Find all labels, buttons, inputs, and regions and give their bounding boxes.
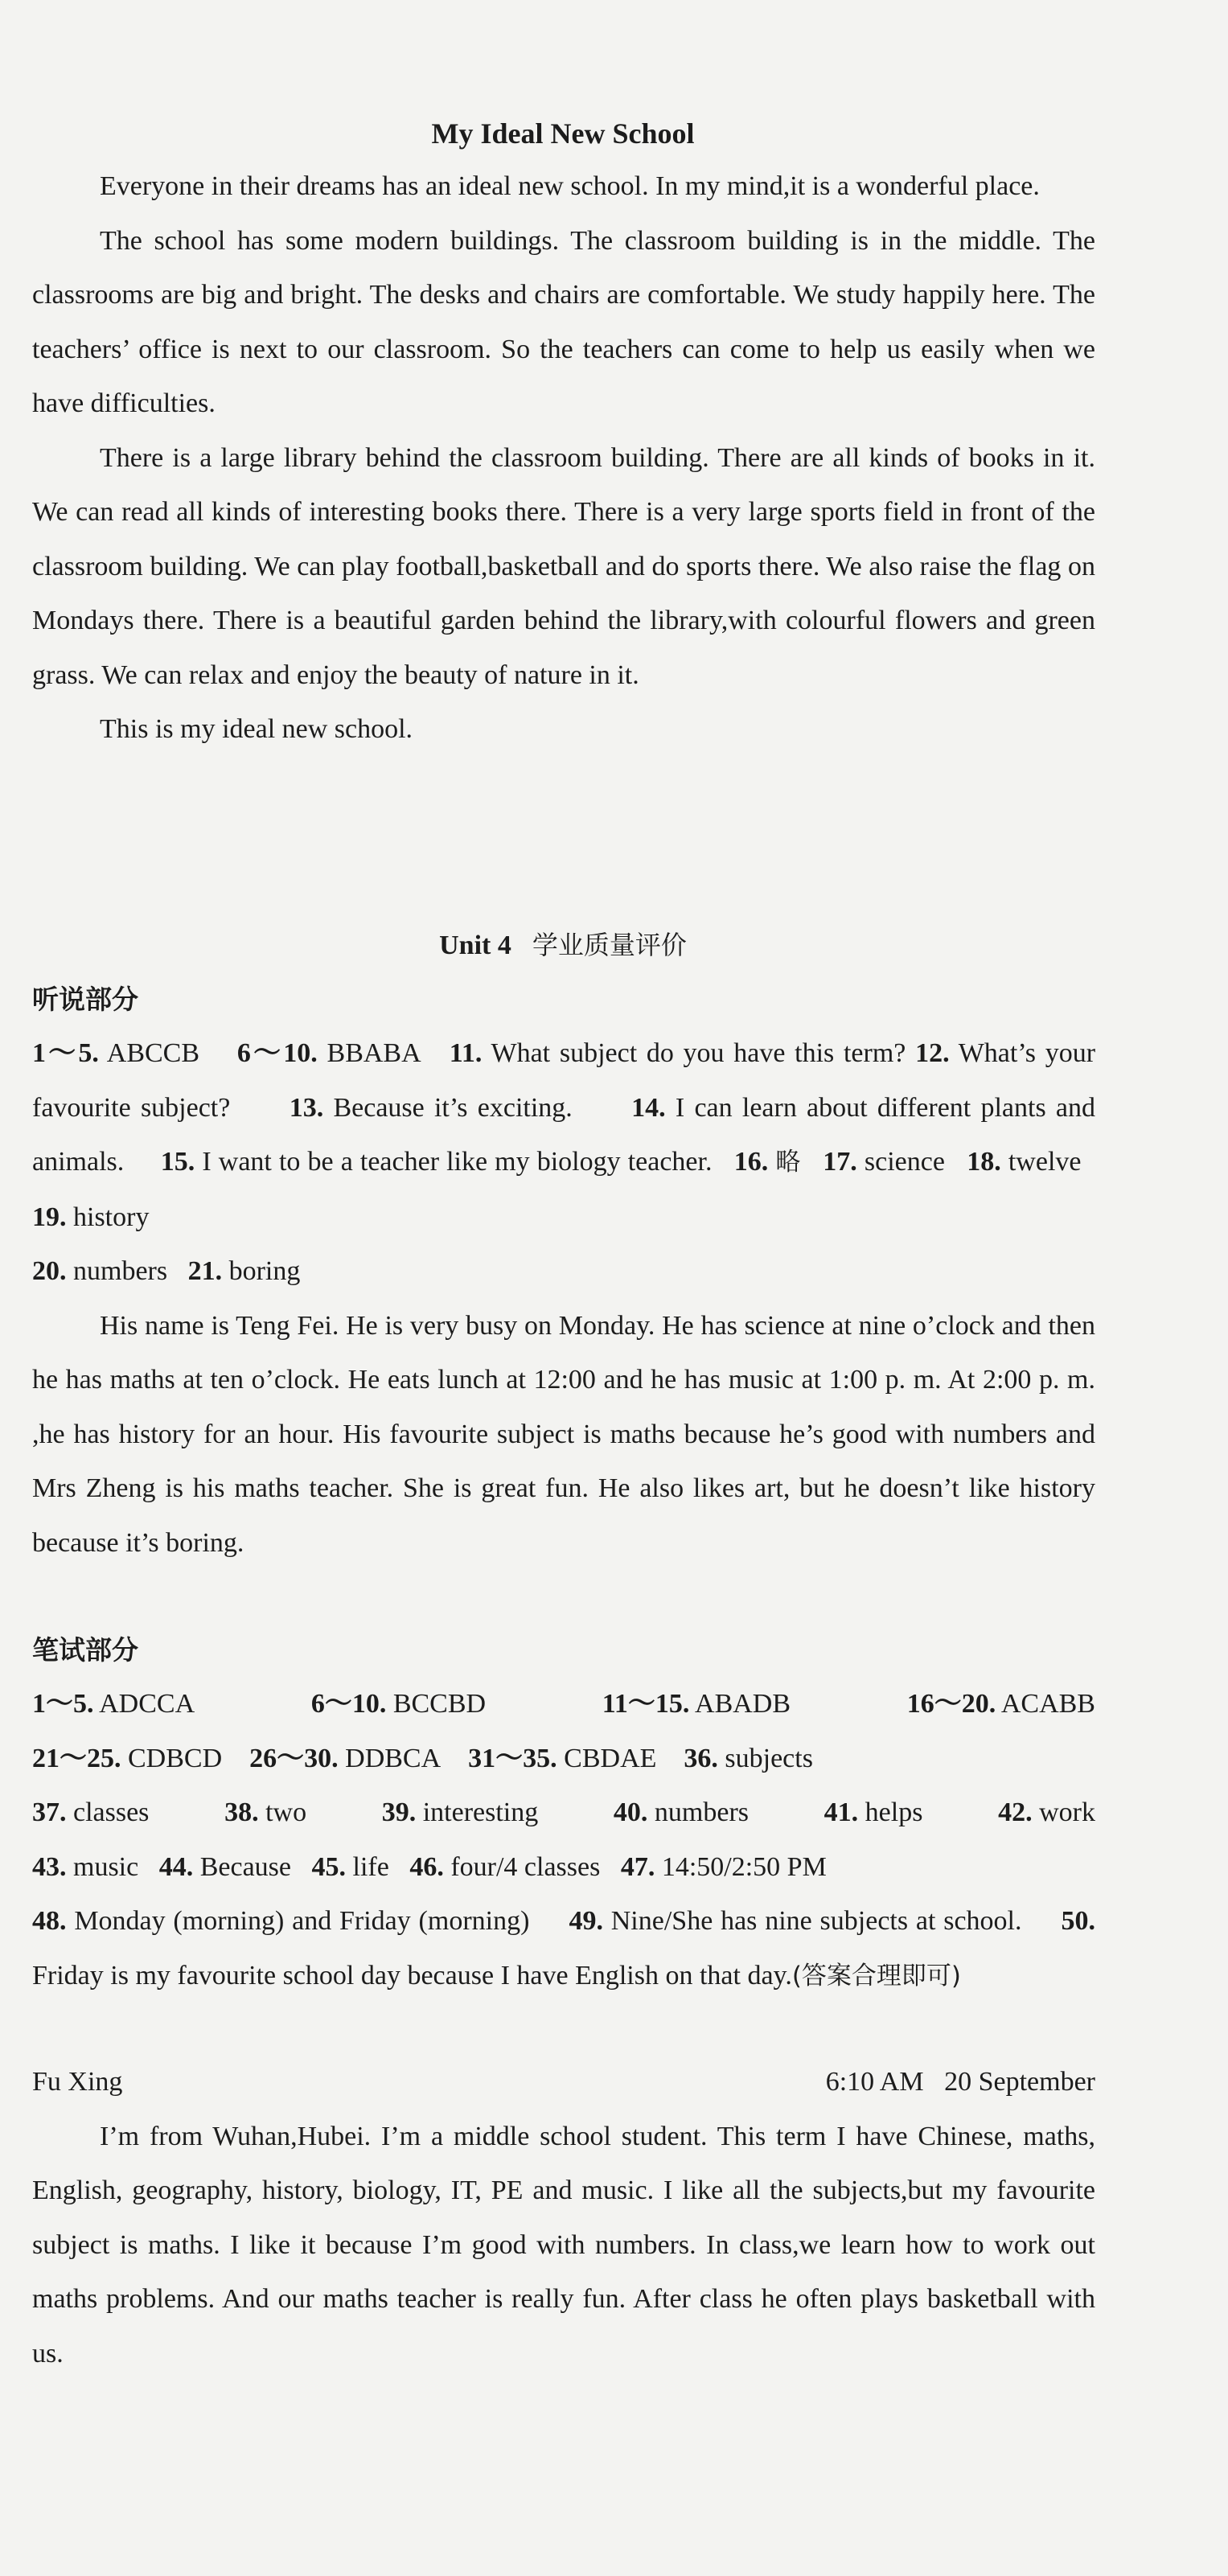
unit-label: Unit 4 — [439, 931, 511, 960]
answer-text: I can learn about different plants and animals. — [32, 1092, 1096, 1177]
answer-text: BCCBD — [392, 1689, 487, 1719]
answer-line — [32, 1840, 1095, 1895]
answer-number: 11～15. — [602, 1689, 690, 1719]
answer-number: 17. — [823, 1147, 857, 1177]
answer-text: Because it’s exciting. — [333, 1092, 573, 1123]
answer-line — [32, 1732, 1095, 1786]
writing-heading: 笔试部分 — [32, 1634, 138, 1666]
answer-number: 16. — [733, 1147, 769, 1177]
letter-name: Fu Xing — [32, 2067, 123, 2097]
answer-number: 21. — [187, 1256, 223, 1286]
answer-number: 15. — [160, 1147, 195, 1177]
answer-number: 19. — [32, 1202, 67, 1232]
answer-number: 26～30. — [249, 1743, 339, 1773]
answer-number: 16～20. — [906, 1689, 996, 1719]
answer-number: 42. — [998, 1797, 1033, 1827]
answer-text: Monday (morning) and Friday (morning) — [74, 1906, 530, 1936]
answer-line — [32, 1677, 1095, 1732]
letter-date: 20 September — [944, 2067, 1095, 2097]
answer-text: boring — [228, 1256, 301, 1286]
answer-text: Because — [199, 1851, 291, 1882]
answer-number: 39. — [381, 1797, 417, 1827]
listening-passage: His name is Teng Fei. He is very busy on Monday. He has science at nine o’clock and then he has maths at ten o’clock. He eats lunch at 12:00 and he has music at 1:00 p. m. At 2:00 p. m. ,he has history for an hour. His favourite subject is maths because he’s good with numbers and Mrs Zheng is his maths teacher. She is great fun. He also likes art, but he doesn’t like history because it’s boring. — [32, 1310, 1095, 1558]
essay-paragraph: The school has some modern buildings. The classroom building is in the middle. The classrooms are big and bright. The desks and chairs are comfortable. We study happily here. The teachers’ office is next to our classroom. So the teachers can come to help us easily when we have difficulties. — [32, 225, 1095, 418]
answer-number: 36. — [684, 1743, 718, 1773]
answer-number: 41. — [823, 1797, 859, 1827]
answer-text: numbers — [654, 1797, 750, 1827]
answer-number: 38. — [224, 1797, 259, 1827]
essay-paragraph: There is a large library behind the classroom building. There are all kinds of books in it. We can read all kinds of interesting books there. There is a very large sports field in front of the classroom building. We can play football,basketball and do sports there. We also raise the flag on Mondays there. There is a beautiful garden behind the library,with colourful flowers and green grass. We can relax and enjoy the beauty of nature in it. — [32, 442, 1095, 690]
answer-text: history — [73, 1202, 150, 1232]
unit-heading — [0, 918, 1126, 972]
essay-title: My Ideal New School — [431, 117, 695, 150]
answer-text: I want to be a teacher like my biology teacher. — [202, 1147, 713, 1177]
answer-text: DDBCA — [345, 1743, 442, 1773]
answer-text: ADCCA — [99, 1689, 195, 1719]
answer-number: 37. — [32, 1797, 67, 1827]
answer-line — [32, 1894, 1095, 2003]
answer-text: work — [1039, 1797, 1095, 1827]
answer-number: 12. — [915, 1038, 950, 1068]
answer-text: classes — [73, 1797, 150, 1827]
answer-number: 1～5. — [32, 1689, 94, 1719]
answer-number: 48. — [32, 1906, 67, 1936]
answer-number: 44. — [158, 1851, 194, 1882]
answer-number: 50. — [1061, 1906, 1096, 1936]
answer-text: CBDAE — [564, 1743, 657, 1773]
listening-heading: 听说部分 — [32, 984, 138, 1015]
answer-number: 13. — [289, 1092, 324, 1123]
answer-text: numbers — [73, 1256, 168, 1286]
listening-answers — [32, 1026, 1095, 1570]
writing-answers — [32, 1677, 1095, 2003]
essay-paragraph: This is my ideal new school. — [100, 714, 413, 744]
answer-number: 11. — [449, 1038, 483, 1068]
answer-text: twelve — [1008, 1147, 1082, 1177]
essay-body — [32, 159, 1095, 757]
answer-number: 14. — [631, 1092, 666, 1123]
letter — [32, 2055, 1095, 2381]
unit-title: 学业质量评价 — [532, 930, 687, 960]
answer-text: two — [265, 1797, 307, 1827]
answer-number: 21～25. — [32, 1743, 121, 1773]
answer-text: Nine/She has nine subjects at school. — [610, 1906, 1022, 1936]
answer-text: 14:50/2:50 PM — [661, 1851, 827, 1882]
essay-paragraph: Everyone in their dreams has an ideal new school. In my mind,it is a wonderful place. — [100, 171, 1040, 201]
answer-text: What subject do you have this term? — [491, 1038, 906, 1068]
answer-line — [32, 1026, 1095, 1299]
answer-text: ABADB — [695, 1689, 791, 1719]
answer-text: four/4 classes — [450, 1851, 601, 1882]
letter-time: 6:10 AM — [825, 2067, 924, 2097]
answer-number: 20. — [32, 1256, 67, 1286]
answer-number: 47. — [620, 1851, 655, 1882]
answer-number: 45. — [311, 1851, 346, 1882]
answer-text: subjects — [725, 1743, 813, 1773]
answer-note: (答案合理即可) — [791, 1961, 962, 1991]
answer-text: BBABA — [327, 1038, 421, 1068]
answer-number: 43. — [32, 1851, 67, 1882]
answer-text: What’s your favourite subject? — [32, 1038, 1096, 1123]
answer-text: interesting — [422, 1797, 539, 1827]
answer-text: Friday is my favourite school day because I have English on that day. — [32, 1960, 792, 1991]
answer-number: 6～10. — [310, 1689, 387, 1719]
answer-text: 略 — [775, 1148, 801, 1177]
answer-number: 49. — [569, 1906, 603, 1936]
answer-text: science — [864, 1147, 945, 1177]
answer-number: 46. — [409, 1851, 444, 1882]
answer-number: 31～35. — [468, 1743, 557, 1773]
answer-number: 40. — [613, 1797, 648, 1827]
letter-body: I’m from Wuhan,Hubei. I’m a middle school student. This term I have Chinese, maths, English, geography, history, biology, IT, PE and music. I like all the subjects,but my favourite subject is maths. I like it because I’m good with numbers. In class,we learn how to work out maths problems. And our maths teacher is really fun. After class he often plays basketball with us. — [32, 2121, 1095, 2369]
answer-text: CDBCD — [128, 1743, 223, 1773]
letter-header — [32, 2055, 1095, 2110]
answer-text: ACABB — [1000, 1689, 1095, 1719]
answer-number: 6～10. — [236, 1038, 318, 1068]
answer-text: life — [352, 1851, 389, 1882]
answer-number: 18. — [967, 1147, 1001, 1177]
answer-number: 1～5. — [32, 1038, 99, 1068]
answer-line — [32, 1785, 1095, 1840]
answer-text: music — [73, 1851, 139, 1882]
answer-text: helps — [865, 1797, 923, 1827]
answer-text: ABCCB — [106, 1038, 200, 1068]
